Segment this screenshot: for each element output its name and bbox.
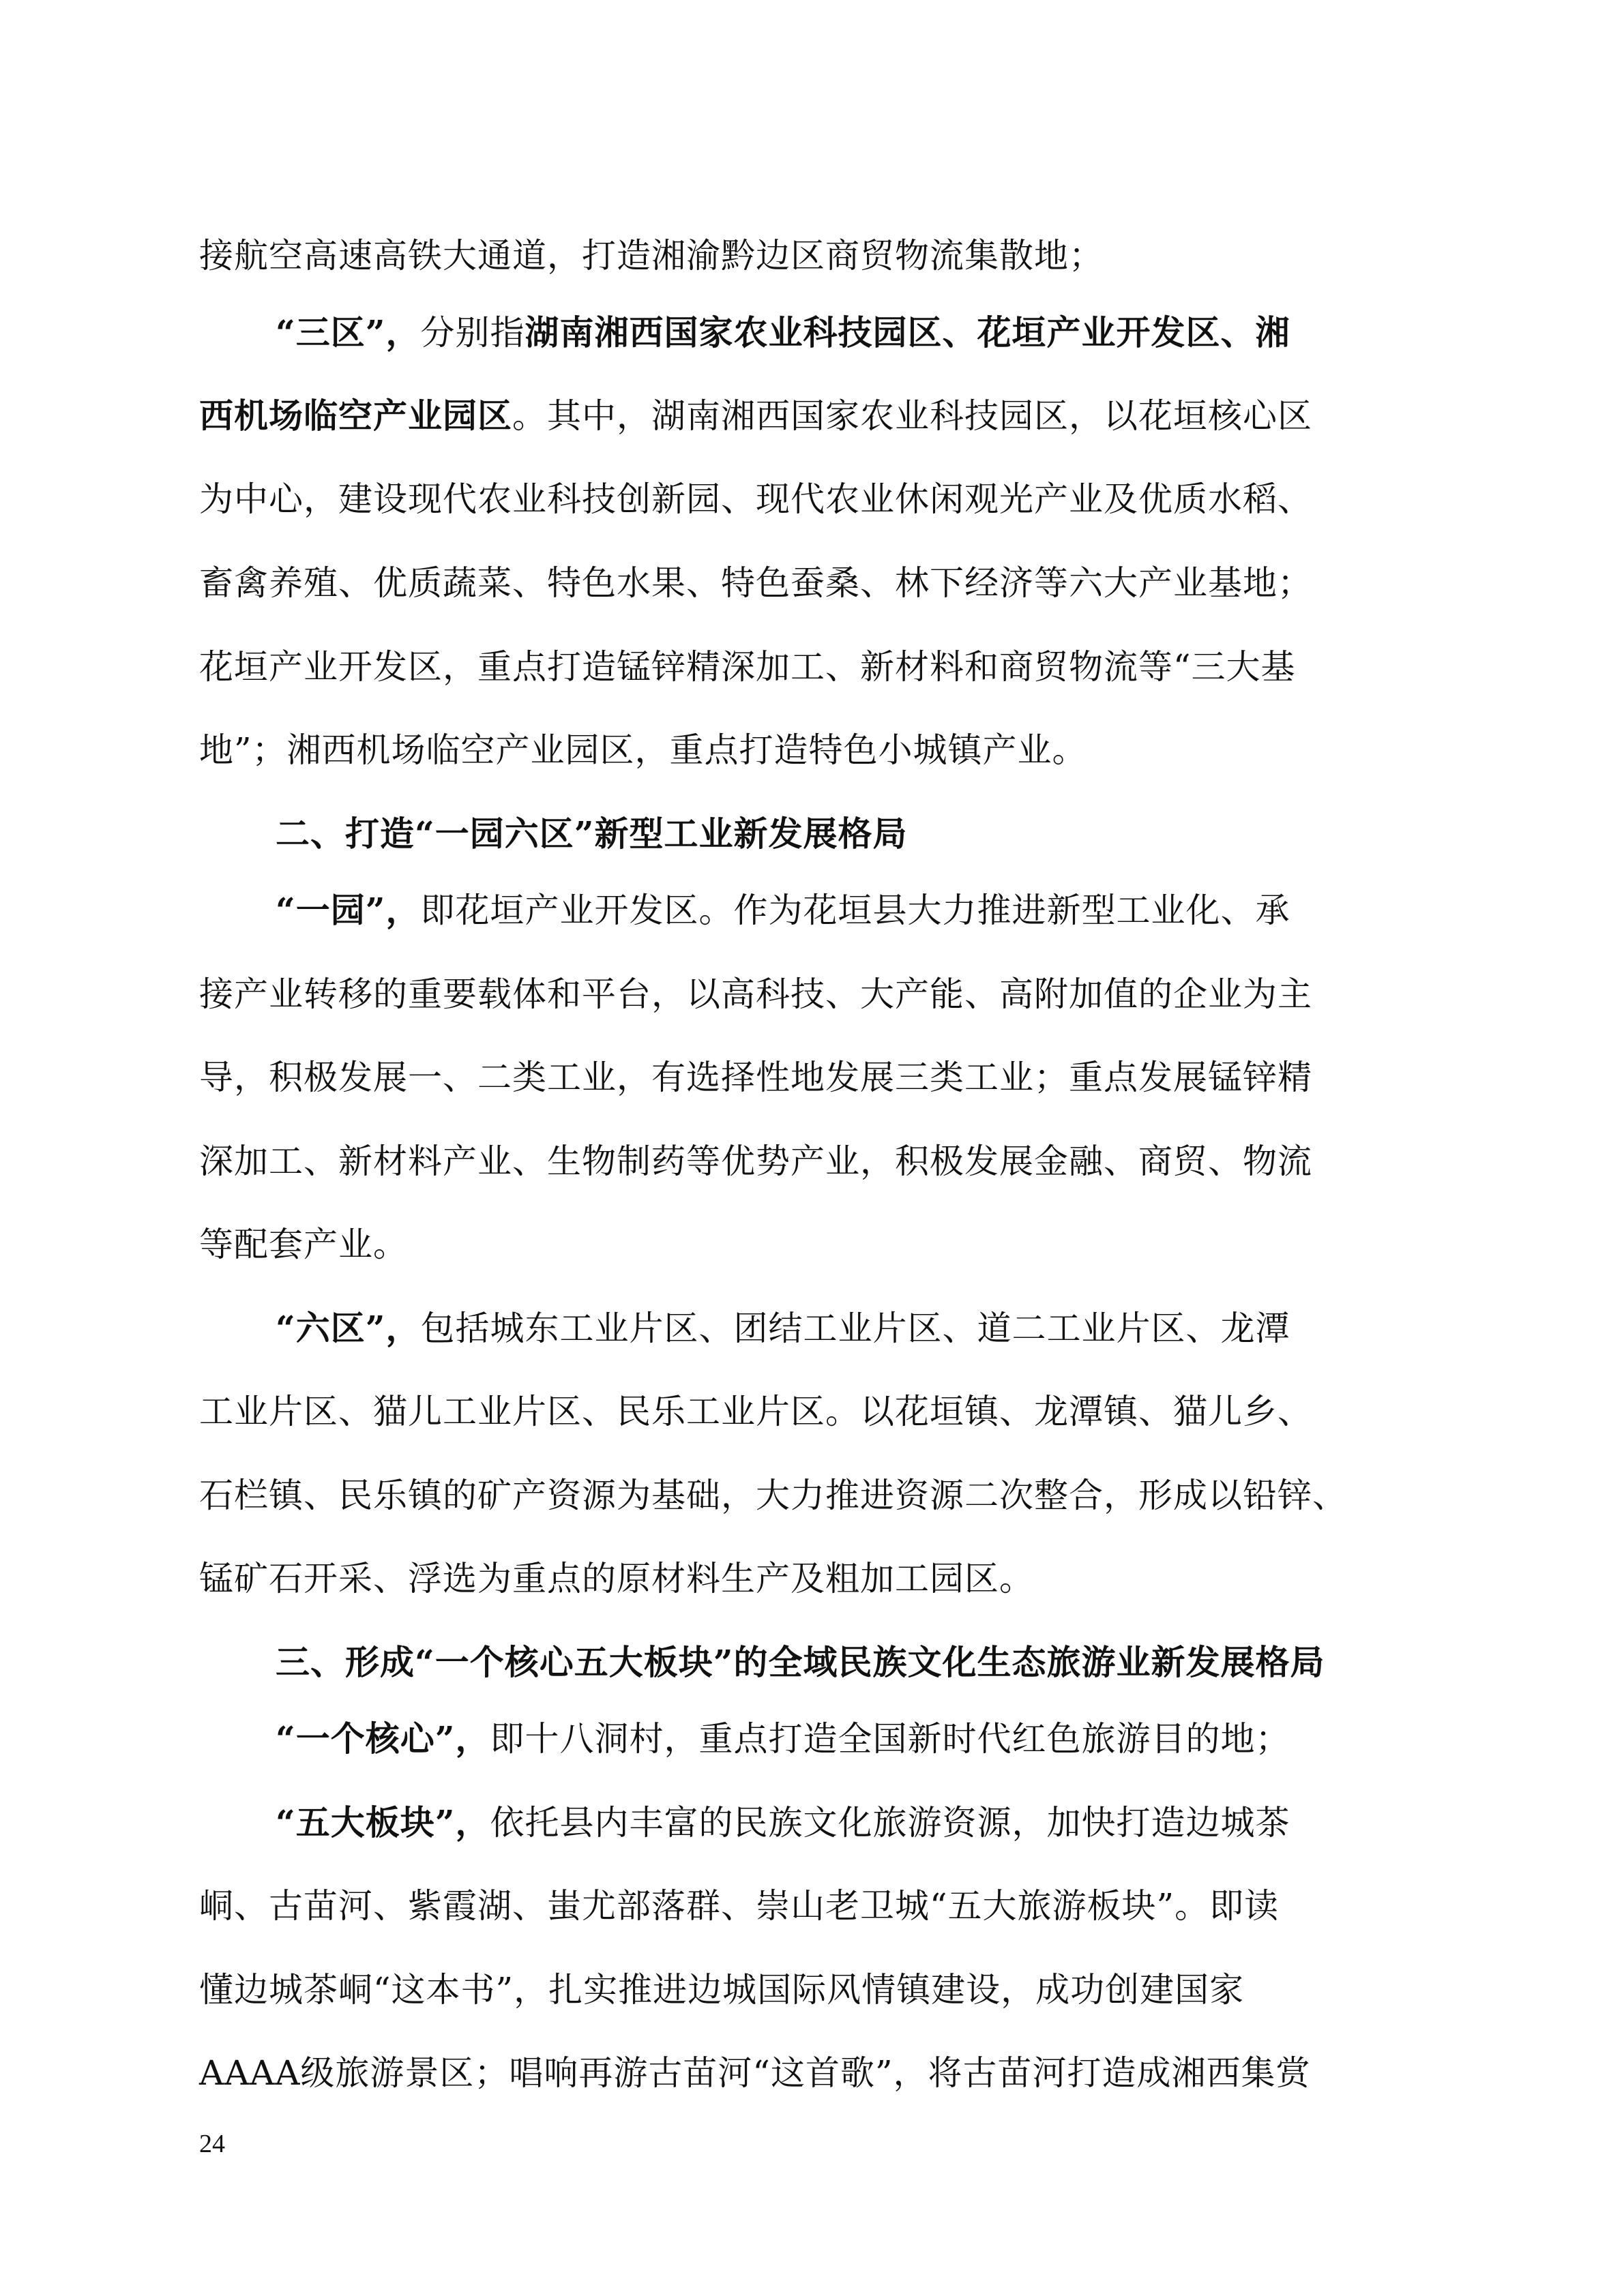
text-run: 依托县内丰富的民族文化旅游资源，加快打造边城茶: [490, 1803, 1290, 1843]
text-run-bold: “三区”，: [276, 312, 421, 353]
text-line-12: [199, 1141, 1312, 1182]
text-run: 接航空高速高铁大通道，打造湘渝黔边区商贸物流集散地；: [199, 236, 1104, 275]
text-line-19: [276, 1718, 1290, 1759]
text-run: 。其中，湖南湘西国家农业科技园区，以花垣核心区: [512, 396, 1312, 436]
text-run-bold: 西机场临空产业园区: [199, 396, 512, 436]
text-run: 懂边城茶峒“这本书”，扎实推进边城国际风情镇建设，成功创建国家: [199, 1970, 1245, 2010]
text-run: 即十八洞村，重点打造全国新时代红色旅游目的地；: [490, 1719, 1290, 1759]
text-run: 锰矿石开采、浮选为重点的原材料生产及粗加工园区。: [199, 1559, 1034, 1598]
text-run-bold: “一个核心”，: [276, 1718, 490, 1759]
text-run: 分别指: [420, 313, 525, 353]
text-line-5: [199, 563, 1312, 603]
text-line-17: [199, 1558, 1034, 1599]
text-line-4: [199, 479, 1312, 520]
text-line-22: [199, 1969, 1244, 2010]
text-run: 石栏镇、民乐镇的矿产资源为基础，大力推进资源二次整合，形成以铅锌、: [199, 1476, 1347, 1515]
text-run: 花垣产业开发区，重点打造锰锌精深加工、新材料和商贸物流等“三大基: [199, 647, 1296, 687]
text-line-16: [199, 1475, 1347, 1516]
text-run: 接产业转移的重要载体和平台，以高科技、大产能、高附加值的企业为主: [199, 974, 1312, 1014]
text-line-3: [199, 396, 1312, 436]
text-run: 即花垣产业开发区。作为花垣县大力推进新型工业化、承: [420, 891, 1290, 930]
text-run: AAAA级旅游景区；唱响再游古苗河“这首歌”，将古苗河打造成湘西集赏: [199, 2053, 1311, 2093]
heading-text: 三、形成“一个核心五大板块”的全域民族文化生态旅游业新发展格局: [276, 1642, 1325, 1682]
section-heading-3: [276, 1642, 1325, 1683]
text-run: 等配套产业。: [199, 1225, 408, 1264]
text-line-6: [199, 646, 1296, 687]
text-run-bold: “一园”，: [276, 890, 421, 930]
text-line-1: [199, 235, 1104, 276]
text-run: 为中心，建设现代农业科技创新园、现代农业休闲观光产业及优质水稻、: [199, 479, 1312, 519]
text-line-9: [276, 890, 1290, 931]
text-run-bold: “五大板块”，: [276, 1802, 490, 1843]
heading-text: 二、打造“一园六区”新型工业新发展格局: [276, 814, 908, 854]
text-line-20: [276, 1802, 1290, 1843]
section-heading-2: [276, 814, 908, 854]
text-run: 畜禽养殖、优质蔬菜、特色水果、特色蚕桑、林下经济等六大产业基地；: [199, 563, 1312, 603]
text-run-bold: “六区”，: [276, 1308, 421, 1348]
text-run: 地”；湘西机场临空产业园区，重点打造特色小城镇产业。: [199, 730, 1087, 770]
text-line-2: [276, 312, 1290, 353]
text-run: 深加工、新材料产业、生物制药等优势产业，积极发展金融、商贸、物流: [199, 1142, 1312, 1181]
text-run: 包括城东工业片区、团结工业片区、道二工业片区、龙潭: [420, 1309, 1290, 1348]
text-line-21: [199, 1885, 1279, 1926]
text-run: 导，积极发展一、二类工业，有选择性地发展三类工业；重点发展锰锌精: [199, 1058, 1312, 1097]
text-line-7: [199, 730, 1087, 771]
text-line-14: [276, 1308, 1290, 1349]
page-number: 24: [199, 2130, 225, 2158]
text-run: 峒、古苗河、紫霞湖、蚩尤部落群、崇山老卫城“五大旅游板块”。即读: [199, 1886, 1280, 1926]
text-line-15: [199, 1391, 1312, 1432]
text-line-10: [199, 974, 1312, 1015]
text-run-bold: 湖南湘西国家农业科技园区、花垣产业开发区、湘: [525, 312, 1290, 353]
text-line-23: [199, 2053, 1311, 2093]
text-run: 工业片区、猫儿工业片区、民乐工业片区。以花垣镇、龙潭镇、猫儿乡、: [199, 1392, 1312, 1431]
text-line-13: [199, 1224, 408, 1265]
text-line-11: [199, 1057, 1312, 1098]
